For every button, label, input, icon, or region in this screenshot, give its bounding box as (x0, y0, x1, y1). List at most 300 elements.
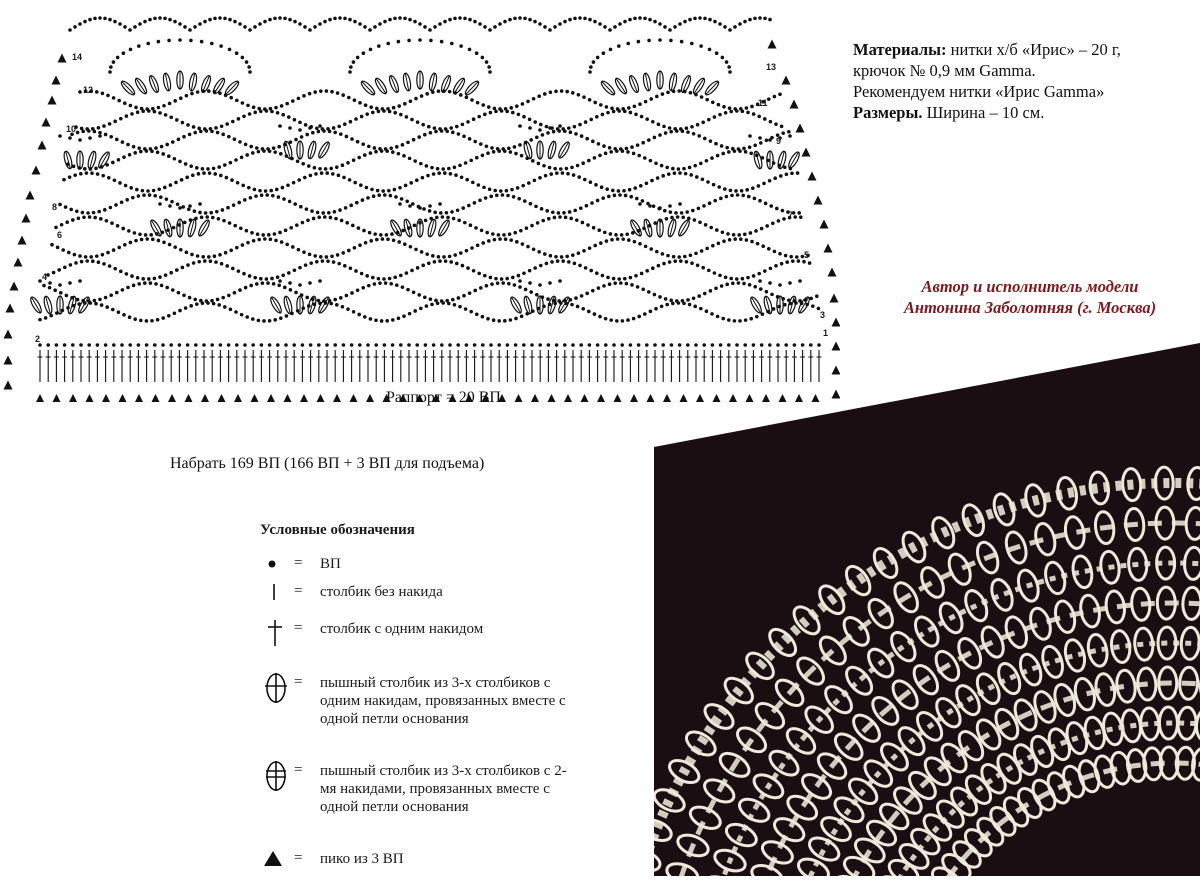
chain-dot (109, 293, 113, 297)
puff-stitch-1-icon (262, 670, 294, 708)
legend-item-picot (262, 850, 562, 872)
chain-dot (753, 17, 757, 21)
chain-dot (699, 162, 703, 166)
chain-dot (667, 172, 671, 176)
chain-dot (785, 260, 789, 264)
chain-dot (463, 17, 467, 21)
chain-dot (589, 118, 593, 122)
chain-dot (488, 28, 492, 32)
chain-dot (298, 128, 302, 132)
chain-dot (433, 211, 437, 215)
chain-dot (460, 175, 464, 179)
chain-dot (763, 269, 767, 273)
chain-dot (200, 40, 204, 44)
chain-dot (308, 253, 312, 257)
chain-dot (409, 181, 413, 185)
chain-dot (143, 20, 147, 24)
chain-dot (663, 209, 667, 213)
chain-dot (112, 248, 116, 252)
picot-triangle (26, 191, 35, 200)
chain-dot (593, 156, 597, 160)
hook-line: крючок № 0,9 мм Gamma. (853, 61, 1036, 80)
chain-dot (633, 17, 637, 21)
chain-dot (111, 308, 115, 312)
chain-dot (585, 204, 589, 208)
chain-dot (228, 18, 232, 22)
chain-dot (487, 105, 491, 109)
chain-dot (530, 224, 534, 228)
chain-dot (282, 197, 286, 201)
chain-dot (258, 22, 262, 26)
puff-stitch (537, 296, 543, 314)
legend-title: Условные обозначения (260, 522, 415, 538)
chain-dot (204, 211, 208, 215)
chain-dot (578, 264, 582, 268)
chain-dot (276, 275, 280, 279)
chain-dot (362, 51, 366, 55)
chain-dot (381, 107, 385, 111)
chain-dot (114, 203, 118, 207)
chain-dot (727, 65, 731, 69)
chain-dot (130, 112, 134, 116)
chain-dot (418, 38, 422, 42)
chain-dot (541, 133, 545, 137)
chain-dot (231, 267, 235, 271)
chain-dot (165, 197, 169, 201)
chain-dot (413, 159, 417, 163)
chain-dot (703, 292, 707, 296)
chain-dot (210, 42, 214, 46)
chain-dot (515, 240, 519, 244)
chain-dot (210, 299, 214, 303)
chain-dot (757, 272, 761, 276)
chain-dot (508, 18, 512, 22)
chain-dot (383, 193, 387, 197)
chain-dot (394, 195, 398, 199)
chain-dot (624, 194, 628, 198)
chain-dot (412, 290, 416, 294)
chain-dot (645, 269, 649, 273)
chain-dot (350, 291, 354, 295)
chain-dot (310, 209, 314, 213)
chain-dot (178, 309, 182, 313)
chain-dot (573, 209, 577, 213)
chain-dot (428, 209, 432, 213)
chain-dot (336, 253, 340, 257)
chain-dot (709, 139, 713, 143)
chain-dot (609, 150, 613, 154)
chain-dot (473, 343, 477, 347)
chain-dot (589, 269, 593, 273)
chain-dot (488, 187, 492, 191)
chain-dot (648, 204, 652, 208)
chain-dot (685, 126, 689, 130)
chain-dot (199, 299, 203, 303)
chain-dot (357, 226, 361, 230)
chain-dot (443, 20, 447, 24)
chain-dot (230, 178, 234, 182)
chain-dot (229, 308, 233, 312)
chain-dot (437, 89, 441, 93)
chain-dot (369, 317, 373, 321)
chain-dot (291, 245, 295, 249)
rapport-label: Раппорт = 20 ВП (386, 389, 501, 406)
chain-dot (709, 226, 713, 230)
chain-dot (273, 318, 277, 322)
chain-dot (594, 183, 598, 187)
chain-dot (248, 274, 252, 278)
chain-dot (630, 283, 634, 287)
puff-stitch (388, 74, 401, 93)
chain-dot (479, 286, 483, 290)
chain-dot (682, 167, 686, 171)
sizes-label: Размеры. (853, 103, 923, 122)
chain-dot (119, 270, 123, 274)
chain-dot (541, 219, 545, 223)
chain-dot (616, 237, 620, 241)
chain-dot (699, 307, 703, 311)
chain-dot (724, 275, 728, 279)
chain-dot (59, 291, 63, 295)
chain-dot (732, 233, 736, 237)
chain-dot (359, 183, 363, 187)
chain-dot (649, 159, 653, 163)
chain-dot (157, 40, 161, 44)
chain-dot (219, 343, 223, 347)
chain-dot (348, 18, 352, 22)
chain-dot (120, 200, 124, 204)
picot-triangle (267, 394, 275, 402)
chain-dot (725, 283, 729, 287)
chain-dot (229, 248, 233, 252)
chain-dot (103, 17, 107, 21)
chain-dot (473, 140, 477, 144)
chain-dot (605, 187, 609, 191)
chain-dot (233, 20, 237, 24)
chain-dot (173, 157, 177, 161)
chain-dot (481, 56, 485, 60)
chain-dot (297, 97, 301, 101)
chain-dot (697, 294, 701, 298)
chain-dot (764, 202, 768, 206)
legend-text: пышный столбик из 3-х столбиков с одним накидам, провязанных вместе с одной петли основания (320, 675, 566, 727)
chain-dot (246, 104, 250, 108)
picot-triangle (832, 318, 841, 327)
chain-dot (121, 227, 125, 231)
chain-dot (474, 226, 478, 230)
puff-stitch (283, 295, 294, 314)
chain-dot (358, 22, 362, 26)
chain-dot (192, 125, 196, 129)
chain-dot (571, 91, 575, 95)
chain-dot (526, 245, 530, 249)
chain-dot (668, 28, 672, 32)
puff-stitch (223, 79, 240, 96)
chain-dot (316, 211, 320, 215)
chain-dot (769, 120, 773, 124)
chain-dot (511, 111, 515, 115)
chain-dot (157, 239, 161, 243)
chain-dot (688, 18, 692, 22)
chain-dot (317, 216, 321, 220)
chain-dot (337, 262, 341, 266)
picot-triangle (548, 394, 556, 402)
chain-dot (429, 297, 433, 301)
chain-dot (626, 150, 630, 154)
chain-dot (401, 285, 405, 289)
chain-dot (590, 201, 594, 205)
chain-dot (635, 197, 639, 201)
chain-dot (391, 318, 395, 322)
chain-dot (662, 262, 666, 266)
chain-dot (97, 126, 101, 130)
chain-dot (248, 28, 252, 32)
chain-dot (178, 343, 182, 347)
chain-dot (602, 144, 606, 148)
chain-dot (504, 237, 508, 241)
chain-dot (446, 216, 450, 220)
chain-dot (774, 122, 778, 126)
chain-dot (746, 111, 750, 115)
chain-dot (747, 195, 751, 199)
chain-dot (57, 268, 61, 272)
chain-dot (673, 171, 677, 175)
chain-dot (520, 154, 524, 158)
chain-dot (279, 316, 283, 320)
chain-dot (233, 137, 237, 141)
chain-dot (89, 255, 93, 259)
double-crochet-cross-icon (262, 620, 292, 650)
chain-dot (386, 107, 390, 111)
chain-dot (638, 242, 642, 246)
chain-dot (613, 194, 617, 198)
chain-dot (318, 124, 322, 128)
chain-dot (366, 196, 370, 200)
chain-dot (323, 215, 327, 219)
chain-dot (647, 290, 651, 294)
chain-dot (254, 194, 258, 198)
chain-dot (414, 248, 418, 252)
chain-dot (433, 126, 437, 130)
legend-text: пико из 3 ВП (320, 851, 404, 867)
chain-dot (528, 118, 532, 122)
chain-dot (341, 251, 345, 255)
chain-dot (405, 199, 409, 203)
chain-dot (537, 162, 541, 166)
chain-dot (730, 194, 734, 198)
puff-stitch (269, 296, 284, 315)
picot-triangle (32, 166, 41, 175)
chain-dot (778, 283, 782, 287)
chain-dot (638, 16, 642, 20)
chain-dot (349, 266, 353, 270)
chain-dot (266, 281, 270, 285)
chain-dot (93, 17, 97, 21)
chain-dot (539, 123, 543, 127)
legend-eq: = (294, 620, 303, 636)
chain-dot (98, 298, 102, 302)
chain-dot (745, 188, 749, 192)
chain-dot (733, 107, 737, 111)
chain-dot (626, 318, 630, 322)
chain-dot (571, 343, 575, 347)
chain-dot (672, 255, 676, 259)
chain-dot (399, 274, 403, 278)
chain-dot (413, 309, 417, 313)
chain-dot (768, 281, 772, 285)
chain-dot (158, 16, 162, 20)
chain-dot (143, 147, 147, 151)
chain-dot (565, 255, 569, 259)
chain-dot (378, 147, 382, 151)
chain-dot (327, 211, 331, 215)
chain-dot (777, 219, 781, 223)
chain-dot (129, 241, 133, 245)
chain-dot (622, 189, 626, 193)
chain-dot (527, 181, 531, 185)
chain-dot (505, 277, 509, 281)
chain-dot (593, 244, 597, 248)
chain-dot (577, 251, 581, 255)
chain-dot (699, 44, 703, 48)
chain-dot (140, 107, 144, 111)
chain-dot (178, 38, 182, 42)
chain-dot (395, 283, 399, 287)
chain-dot (749, 317, 753, 321)
chain-dot (633, 186, 637, 190)
picot-triangle (36, 394, 44, 402)
chain-dot (317, 343, 321, 347)
row-number: 12 (83, 85, 94, 95)
chain-dot (325, 255, 329, 259)
chain-dot (402, 314, 406, 318)
chain-dot (191, 173, 195, 177)
chain-dot (129, 186, 133, 190)
chain-dot (660, 164, 664, 168)
chain-dot (133, 151, 137, 155)
chain-dot (221, 296, 225, 300)
chain-dot (601, 113, 605, 117)
chain-dot (727, 318, 731, 322)
chain-dot (620, 343, 624, 347)
chain-dot (112, 60, 116, 64)
chain-dot (333, 210, 337, 214)
chain-dot (113, 178, 117, 182)
puff-stitch (787, 295, 798, 314)
chain-dot (502, 233, 506, 237)
chain-dot (305, 207, 309, 211)
chain-dot (229, 96, 233, 100)
chain-dot (653, 293, 657, 297)
chain-dot (288, 200, 292, 204)
chain-dot (319, 89, 323, 93)
chain-dot (281, 186, 285, 190)
chain-dot (578, 16, 582, 20)
chain-dot (228, 221, 232, 225)
chain-dot (449, 126, 453, 130)
chain-dot (711, 100, 715, 104)
chain-dot (477, 183, 481, 187)
chain-dot (521, 102, 525, 106)
chain-dot (606, 276, 610, 280)
chain-dot (518, 279, 522, 283)
chain-dot (409, 99, 413, 103)
chain-dot (253, 188, 257, 192)
chain-dot (647, 39, 651, 43)
chain-dot (664, 131, 668, 135)
chain-dot (588, 70, 592, 74)
chain-dot (757, 184, 761, 188)
chain-dot (607, 195, 611, 199)
chain-dot (138, 232, 142, 236)
chain-dot (450, 210, 454, 214)
chain-dot (465, 178, 469, 182)
chain-dot (425, 252, 429, 256)
picot-triangle (284, 394, 292, 402)
chain-dot (391, 150, 395, 154)
puff-stitch (657, 219, 663, 237)
chain-dot (469, 310, 473, 314)
chain-dot (341, 305, 345, 309)
chain-dot (420, 94, 424, 98)
puff-stitch (629, 219, 644, 238)
chain-dot (292, 343, 296, 347)
chain-dot (485, 284, 489, 288)
chain-dot (796, 171, 800, 175)
chain-dot (86, 211, 90, 215)
chain-dot (657, 264, 661, 268)
chain-dot (61, 248, 65, 252)
chain-dot (78, 90, 82, 94)
chain-dot (367, 145, 371, 149)
chain-dot (253, 111, 257, 115)
chain-dot (245, 229, 249, 233)
chain-dot (329, 167, 333, 171)
chain-dot (68, 136, 72, 140)
chain-dot (374, 150, 378, 154)
chain-dot (237, 201, 241, 205)
chain-dot (294, 138, 298, 142)
chain-dot (265, 277, 269, 281)
chain-dot (729, 277, 733, 281)
chain-dot (686, 298, 690, 302)
chain-dot (38, 318, 42, 322)
chain-dot (369, 239, 373, 243)
chain-dot (269, 189, 273, 193)
chain-dot (498, 107, 502, 111)
chain-dot (654, 161, 658, 165)
chain-dot (618, 193, 622, 197)
chain-dot (335, 303, 339, 307)
chain-dot (619, 281, 623, 285)
chain-dot (637, 154, 641, 158)
chain-dot (347, 96, 351, 100)
row-number: 1 (823, 328, 829, 338)
chain-dot (236, 181, 240, 185)
chain-dot (454, 173, 458, 177)
chain-dot (778, 92, 782, 96)
chain-dot (280, 104, 284, 108)
chain-dot (717, 241, 721, 245)
chain-dot (85, 171, 89, 175)
chain-dot (369, 48, 373, 52)
chain-dot (412, 138, 416, 142)
row-number: 4 (42, 272, 48, 282)
chain-dot (168, 18, 172, 22)
chain-dot (723, 25, 727, 29)
chain-dot (387, 189, 391, 193)
chain-dot (629, 111, 633, 115)
